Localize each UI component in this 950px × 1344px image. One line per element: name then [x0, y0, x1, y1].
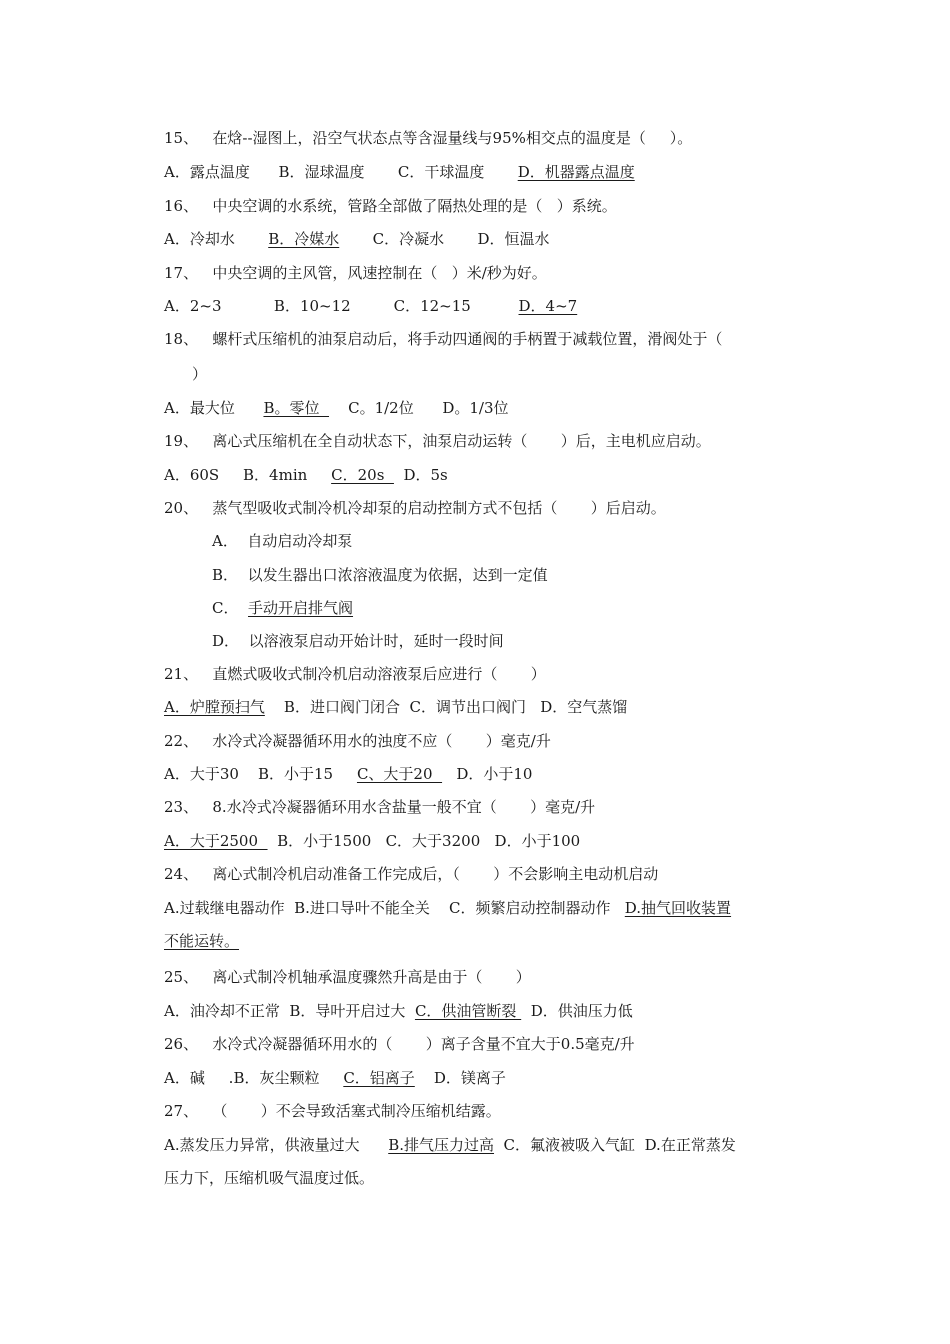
question-text-continued — [192, 364, 207, 384]
question-stem: 25、 离心式制冷机轴承温度骤然升高是由于（ ） — [164, 968, 531, 986]
question-text — [164, 967, 531, 987]
question-stem: 18、 螺杆式压缩机的油泵启动后，将手动四通阀的手柄置于减载位置，滑阀处于（ — [164, 330, 723, 348]
answer-options — [164, 398, 508, 418]
answer-option: A．最大位 — [164, 399, 264, 417]
question-stem: 21、 直燃式吸收式制冷机启动溶液泵后应进行（ ） — [164, 665, 546, 683]
question-text — [164, 797, 595, 817]
answer-option-correct: 手动开启排气阀 — [248, 599, 354, 617]
answer-option-line — [212, 565, 548, 585]
answer-option: B．小于1500 C．大于3200 D．小于100 — [267, 832, 581, 850]
answer-option-correct: B．冷媒水 — [268, 230, 340, 248]
answer-option: A．冷却水 — [164, 230, 269, 248]
question-stem: 15、 在焓--湿图上，沿空气状态点等含湿量线与95%相交点的温度是（ ）。 — [164, 129, 693, 147]
question-stem: 26、 水冷式冷凝器循环用水的（ ）离子含量不宜大于0.5毫克/升 — [164, 1035, 635, 1053]
answer-option: D．5s — [393, 466, 448, 484]
question-text — [164, 664, 546, 684]
answer-option-line — [212, 598, 353, 618]
question-stem: 20、 蒸气型吸收式制冷机冷却泵的启动控制方式不包括（ ）后启动。 — [164, 499, 666, 517]
question-stem: 23、 8.水冷式冷凝器循环用水含盐量一般不宜（ ）毫克/升 — [164, 798, 596, 816]
answer-options — [164, 296, 577, 316]
option-letter: C． — [212, 599, 249, 617]
answer-option-correct: B.排气压力过高 — [388, 1136, 495, 1154]
answer-option: A．大于30 B．小于15 — [164, 765, 357, 783]
question-text — [164, 864, 658, 884]
answer-option-correct: B。零位 — [263, 399, 330, 417]
answer-options — [164, 1135, 736, 1155]
answer-options — [164, 1068, 506, 1088]
answer-options — [164, 229, 550, 249]
answer-option-correct: A．炉膛预扫气 — [164, 698, 265, 716]
answer-option: A.蒸发压力异常，供液量过大 — [164, 1136, 389, 1154]
question-stem: 16、 中央空调的水系统，管路全部做了隔热处理的是（ ）系统。 — [164, 197, 617, 215]
option-letter: B． — [212, 566, 248, 584]
answer-option-correct: D．机器露点温度 — [517, 163, 635, 181]
answer-option-correct: C．供油管断裂 — [414, 1002, 522, 1020]
question-text — [164, 196, 617, 216]
answer-option: C．冷凝水 D．恒温水 — [339, 230, 550, 248]
answer-option-correct: 不能运转。 — [164, 932, 240, 950]
answer-option-correct: A．大于2500 — [164, 832, 268, 850]
answer-options — [164, 697, 627, 717]
answer-option-correct: D.抽气回收装置 — [624, 899, 732, 917]
answer-options — [164, 831, 580, 851]
question-text — [164, 498, 666, 518]
answer-option: C。1/2位 D。1/3位 — [329, 399, 509, 417]
answer-options — [164, 1001, 633, 1021]
question-text — [164, 329, 722, 349]
answer-option: A．60S B．4min — [164, 466, 332, 484]
answer-option: A．油冷却不正常 B．导叶开启过大 — [164, 1002, 415, 1020]
answer-options — [164, 162, 635, 182]
question-stem: 19、 离心式压缩机在全自动状态下，油泵启动运转（ ）后，主电机应启动。 — [164, 432, 711, 450]
answer-option: A.过载继电器动作 B.进口导叶不能全关 C．频繁启动控制器动作 — [164, 899, 625, 917]
answer-options — [164, 898, 731, 918]
answer-option-correct: C、大于20 — [356, 765, 443, 783]
answer-option: B．进口阀门闭合 C．调节出口阀门 D．空气蒸馏 — [264, 698, 628, 716]
answer-option: A．碱 .B．灰尘颗粒 — [164, 1069, 344, 1087]
question-text — [164, 1101, 501, 1121]
question-text — [164, 731, 551, 751]
answer-option-correct: C．铝离子 — [343, 1069, 415, 1087]
answer-options-continued — [164, 1168, 374, 1188]
question-stem: 22、 水冷式冷凝器循环用水的浊度不应（ ）毫克/升 — [164, 732, 551, 750]
question-text — [164, 1034, 635, 1054]
answer-option: 以发生器出口浓溶液温度为依据，达到一定值 — [247, 566, 548, 584]
answer-options — [164, 764, 532, 784]
answer-option: D．镁离子 — [414, 1069, 506, 1087]
answer-option-correct: C．20s — [331, 466, 394, 484]
answer-option: 以溶液泵启动开始计时，延时一段时间 — [248, 632, 504, 650]
question-stem: 24、 离心式制冷机启动准备工作完成后，（ ）不会影响主电动机启动 — [164, 865, 659, 883]
question-stem: 27、 （ ）不会导致活塞式制冷压缩机结露。 — [164, 1102, 501, 1120]
question-text — [164, 431, 711, 451]
answer-option: A．2~3 B．10~12 C．12~15 — [164, 297, 519, 315]
question-text — [164, 263, 547, 283]
question-text — [164, 128, 692, 148]
option-letter: A． — [212, 532, 248, 550]
answer-option: 压力下，压缩机吸气温度过低。 — [164, 1169, 375, 1187]
answer-option: A．露点温度 B．湿球温度 C．干球温度 — [164, 163, 518, 181]
option-letter: D． — [212, 632, 249, 650]
answer-option-line — [212, 531, 352, 551]
answer-option: D．小于10 — [442, 765, 533, 783]
answer-options-continued — [164, 931, 239, 951]
answer-option: D．供油压力低 — [521, 1002, 633, 1020]
answer-option-line — [212, 631, 504, 651]
answer-option-correct: D．4~7 — [518, 297, 578, 315]
answer-option: 自动启动冷却泵 — [247, 532, 353, 550]
answer-option: C．氟液被吸入气缸 D.在正常蒸发 — [494, 1136, 736, 1154]
answer-options — [164, 465, 448, 485]
question-stem: 17、 中央空调的主风管，风速控制在（ ）米/秒为好。 — [164, 264, 547, 282]
question-stem-continued: ） — [192, 365, 208, 383]
